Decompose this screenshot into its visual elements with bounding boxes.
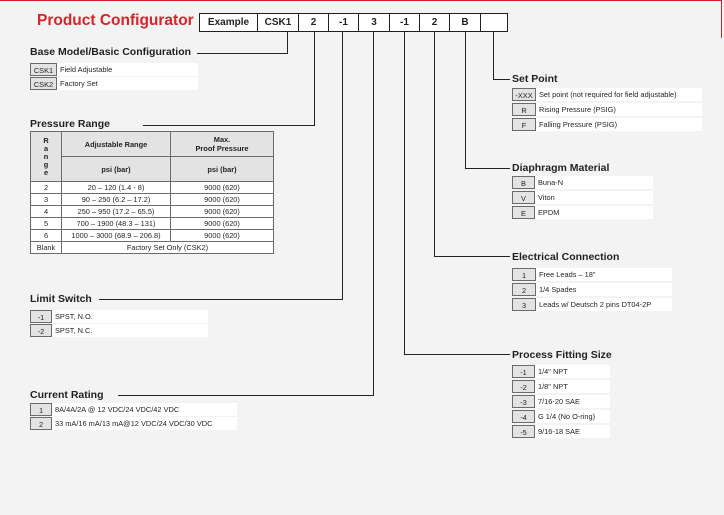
option-row <box>30 63 198 76</box>
option-row <box>512 380 610 393</box>
option-description: 7/16-20 SAE <box>535 395 610 408</box>
table-row <box>31 218 274 230</box>
option-row <box>512 395 610 408</box>
option-description: Viton <box>535 191 653 204</box>
pressure-code-cell: 5 <box>31 218 62 230</box>
option-code: 2 <box>30 417 52 430</box>
option-description: 1/4" NPT <box>535 365 610 378</box>
pressure-code-cell: 6 <box>31 230 62 242</box>
part-number-cell-diaphragm-material: B <box>449 13 481 32</box>
option-code: -1 <box>512 365 535 378</box>
process-fitting-heading: Process Fitting Size <box>512 349 612 361</box>
pressure-proof-cell: 9000 (620) <box>171 194 274 206</box>
proof-unit: psi (bar) <box>171 157 274 182</box>
option-row <box>512 410 610 423</box>
option-description: Rising Pressure (PSIG) <box>536 103 702 116</box>
pressure-range-cell: 700 – 1900 (48.3 – 131) <box>62 218 171 230</box>
option-row <box>512 103 702 116</box>
adjustable-unit: psi (bar) <box>62 157 171 182</box>
option-description: Falling Pressure (PSIG) <box>536 118 702 131</box>
option-code: -XXX <box>512 88 536 101</box>
pressure-range-cell: 90 – 250 (6.2 – 17.2) <box>62 194 171 206</box>
pressure-range-cell: 250 – 950 (17.2 – 65.5) <box>62 206 171 218</box>
option-code: 1 <box>30 403 52 416</box>
proof-pressure-header: Max. Proof Pressure <box>171 132 274 157</box>
option-code: 3 <box>512 298 536 311</box>
option-code: -3 <box>512 395 535 408</box>
top-red-rule <box>0 0 721 4</box>
option-code: B <box>512 176 535 189</box>
part-number-cell-limit-switch: -1 <box>328 13 359 32</box>
blank-code: Blank <box>31 242 62 254</box>
pressure-proof-cell: 9000 (620) <box>171 230 274 242</box>
option-code: 1 <box>512 268 536 281</box>
adjustable-range-header: Adjustable Range <box>62 132 171 157</box>
part-number-cell-base-model: CSK1 <box>257 13 299 32</box>
option-row <box>512 283 672 296</box>
option-row <box>512 298 672 311</box>
option-description: 8A/4A/2A @ 12 VDC/24 VDC/42 VDC <box>52 403 237 416</box>
table-row <box>31 230 274 242</box>
pressure-code-cell: 2 <box>31 182 62 194</box>
option-row <box>512 206 653 219</box>
pressure-range-cell: 20 – 120 (1.4 - 8) <box>62 182 171 194</box>
part-number-cell-pressure-range: 2 <box>298 13 329 32</box>
pressure-proof-cell: 9000 (620) <box>171 182 274 194</box>
option-row <box>30 310 208 323</box>
option-description: EPDM <box>535 206 653 219</box>
option-description: 33 mA/16 mA/13 mA@12 VDC/24 VDC/30 VDC <box>52 417 237 430</box>
option-description: 1/8" NPT <box>535 380 610 393</box>
part-number-cell-process-fitting: -1 <box>389 13 420 32</box>
option-code: E <box>512 206 535 219</box>
option-row <box>30 417 237 430</box>
option-code: F <box>512 118 536 131</box>
option-description: Set point (not required for field adjustable) <box>536 88 702 101</box>
base-model-heading: Base Model/Basic Configuration <box>30 46 192 58</box>
pressure-proof-cell: 9000 (620) <box>171 218 274 230</box>
option-row <box>512 191 653 204</box>
option-code: 2 <box>512 283 536 296</box>
blank-desc: Factory Set Only (CSK2) <box>62 242 274 254</box>
option-code: R <box>512 103 536 116</box>
current-rating-heading: Current Rating <box>30 389 104 401</box>
table-row <box>31 206 274 218</box>
option-code: -1 <box>30 310 52 323</box>
pressure-range-cell: 1000 – 3000 (68.9 – 206.8) <box>62 230 171 242</box>
range-column-header: R a n g e <box>31 132 62 182</box>
option-description: Buna-N <box>535 176 653 189</box>
part-number-cell-electrical-connection: 2 <box>419 13 450 32</box>
option-description: 9/16-18 SAE <box>535 425 610 438</box>
diaphragm-heading: Diaphragm Material <box>512 162 610 174</box>
right-red-rule <box>721 0 722 38</box>
pressure-code-cell: 4 <box>31 206 62 218</box>
option-row <box>30 403 237 416</box>
table-row <box>31 182 274 194</box>
option-row <box>512 268 672 281</box>
option-description: G 1/4 (No O-ring) <box>535 410 610 423</box>
pressure-code-cell: 3 <box>31 194 62 206</box>
option-row <box>512 88 702 101</box>
option-description: Free Leads – 18" <box>536 268 672 281</box>
option-code: CSK2 <box>30 77 57 90</box>
part-number-cell-current-rating: 3 <box>358 13 390 32</box>
part-number-cell-set-point <box>480 13 508 32</box>
option-description: Factory Set <box>57 77 198 90</box>
option-description: SPST, N.C. <box>52 324 208 337</box>
pressure-proof-cell: 9000 (620) <box>171 206 274 218</box>
table-row <box>31 194 274 206</box>
option-row <box>512 365 610 378</box>
option-code: -4 <box>512 410 535 423</box>
option-row <box>30 324 208 337</box>
option-description: SPST, N.O. <box>52 310 208 323</box>
pressure-range-heading: Pressure Range <box>30 118 110 130</box>
option-row <box>30 77 198 90</box>
page-title: Product Configurator <box>37 12 194 29</box>
option-code: V <box>512 191 535 204</box>
part-number-cell-example-label: Example <box>199 13 258 32</box>
option-description: Leads w/ Deutsch 2 pins DT04-2P <box>536 298 672 311</box>
option-description: 1/4 Spades <box>536 283 672 296</box>
option-row <box>512 176 653 189</box>
option-code: -5 <box>512 425 535 438</box>
set-point-heading: Set Point <box>512 73 558 85</box>
option-code: -2 <box>30 324 52 337</box>
option-row <box>512 118 702 131</box>
limit-switch-heading: Limit Switch <box>30 293 92 305</box>
option-row <box>512 425 610 438</box>
pressure-range-table <box>30 131 274 254</box>
option-description: Field Adjustable <box>57 63 198 76</box>
option-code: CSK1 <box>30 63 57 76</box>
electrical-heading: Electrical Connection <box>512 251 620 263</box>
option-code: -2 <box>512 380 535 393</box>
